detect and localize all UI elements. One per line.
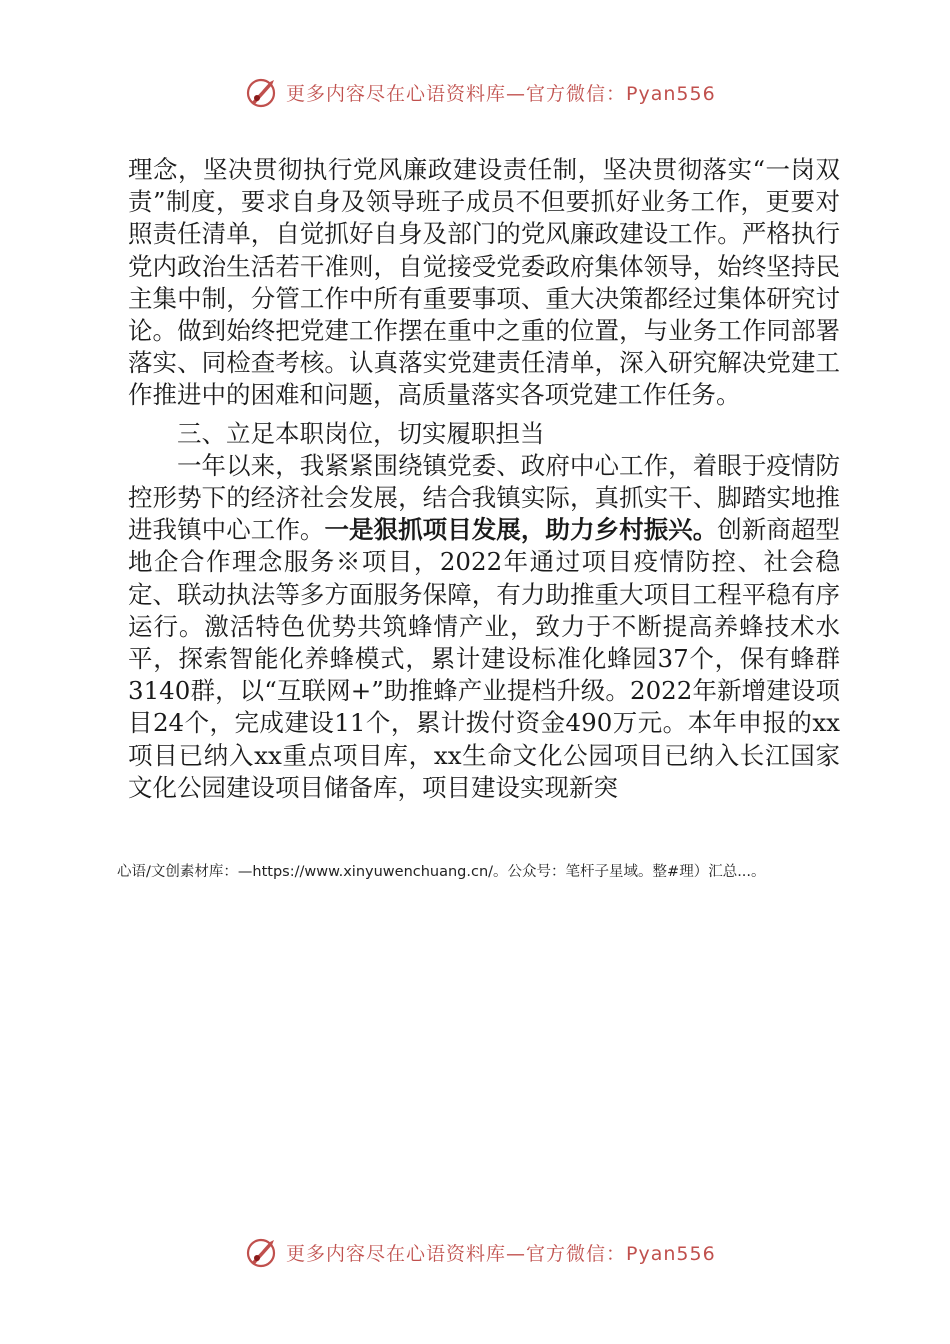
source-footnote: 心语/文创素材库：—https://www.xinyuwenchuang.cn/。公众号：笔杆子星域。整#理）汇总...。 bbox=[117, 864, 766, 880]
paragraph-section-three bbox=[128, 450, 840, 804]
quill-pen-seal-icon bbox=[244, 74, 280, 110]
quill-pen-seal-icon bbox=[244, 1234, 280, 1270]
bold-highlight: 一是狠抓项目发展，助力乡村振兴。 bbox=[324, 515, 718, 545]
paragraph-lead: 一年以来，我紧紧围绕镇党委、政府中心工作，着眼于疫情防控形势下的经济社会发展，结合我镇实际，真抓实干、脚踏实地推进我镇中心工作。 bbox=[128, 450, 840, 545]
watermark-text: 更多内容尽在心语资料库—官方微信：Pyan556 bbox=[286, 1242, 716, 1265]
section-heading: 三、立足本职岗位，切实履职担当 bbox=[177, 418, 545, 448]
watermark-header bbox=[244, 72, 716, 112]
watermark-footer bbox=[244, 1232, 716, 1272]
watermark-text: 更多内容尽在心语资料库—官方微信：Pyan556 bbox=[286, 82, 716, 105]
document-body bbox=[128, 154, 840, 804]
paragraph-continuation: 理念，坚决贯彻执行党风廉政建设责任制，坚决贯彻落实“一岗双责”制度，要求自身及领导班子成员不但要抓好业务工作，更要对照责任清单，自觉抓好自身及部门的党风廉政建设工作。严格执行党内政治生活若干准则，自觉接受党委政府集体领导，始终坚持民主集中制，分管工作中所有重要事项、重大决策都经过集体研究讨论。做到始终把党建工作摆在重中之重的位置，与业务工作同部署落实、同检查考核。认真落实党建责任清单，深入研究解决党建工作推进中的困难和问题，高质量落实各项党建工作任务。 bbox=[128, 155, 840, 410]
paragraph-rest: 创新商超型地企合作理念服务※项目，2022年通过项目疫情防控、社会稳定、联动执法等多方面服务保障，有力助推重大项目工程平稳有序运行。激活特色优势共筑蜂情产业，致力于不断提高养蜂技术水平，探索智能化养蜂模式，累计建设标准化蜂园37个，保有蜂群3140群，以“互联网+”助推蜂产业提档升级。2022年新增建设项目24个，完成建设11个，累计拨付资金490万元。本年申报的xx项目已纳入xx重点项目库，xx生命文化公园项目已纳入长江国家文化公园建设项目储备库，项目建设实现新突 bbox=[128, 515, 841, 802]
